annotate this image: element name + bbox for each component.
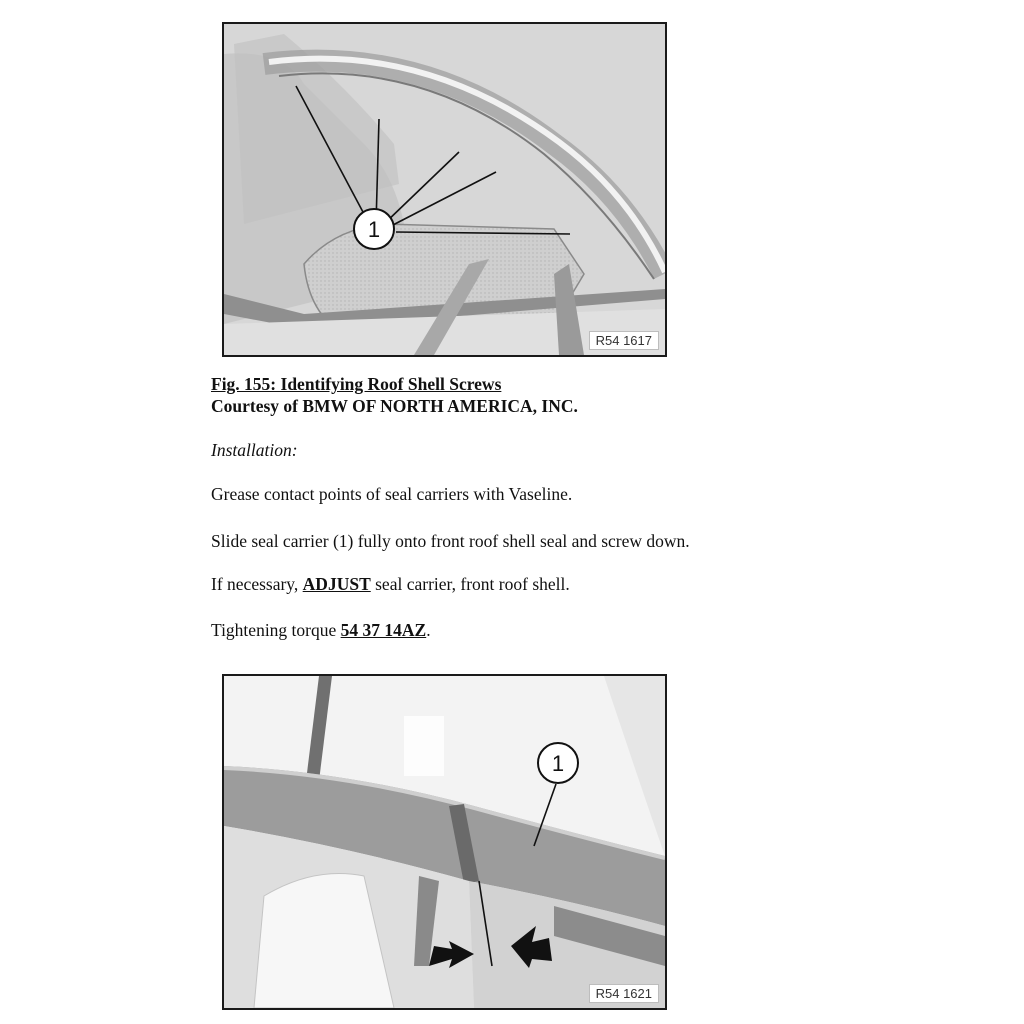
installation-heading: Installation:: [211, 440, 298, 460]
installation-step-2: Slide seal carrier (1) fully onto front roof shell seal and screw down.: [211, 531, 690, 551]
step3-prefix: If necessary,: [211, 574, 299, 594]
figure1-callout: 1: [367, 217, 381, 242]
figure2-code: R54 1621: [589, 984, 659, 1003]
figure-roof-shell-screws: [222, 22, 667, 357]
installation-step-1: Grease contact points of seal carriers with Vaseline.: [211, 484, 573, 504]
figure2-callout: 1: [551, 751, 565, 776]
seal-carrier-illustration: [224, 676, 665, 1008]
figure-caption-title: Fig. 155: Identifying Roof Shell Screws: [211, 374, 502, 394]
step4-prefix: Tightening torque: [211, 620, 337, 640]
roof-shell-illustration: [224, 24, 665, 355]
step3-suffix: seal carrier, front roof shell.: [375, 574, 570, 594]
torque-spec-link[interactable]: 54 37 14AZ: [340, 620, 427, 640]
installation-step-3: [211, 574, 570, 595]
installation-step-4: [211, 620, 431, 641]
figure-seal-carrier: [222, 674, 667, 1010]
figure-caption-courtesy: Courtesy of BMW OF NORTH AMERICA, INC.: [211, 396, 578, 416]
figure1-code: R54 1617: [589, 331, 659, 350]
adjust-link[interactable]: ADJUST: [302, 574, 371, 594]
step4-suffix: .: [426, 620, 431, 640]
